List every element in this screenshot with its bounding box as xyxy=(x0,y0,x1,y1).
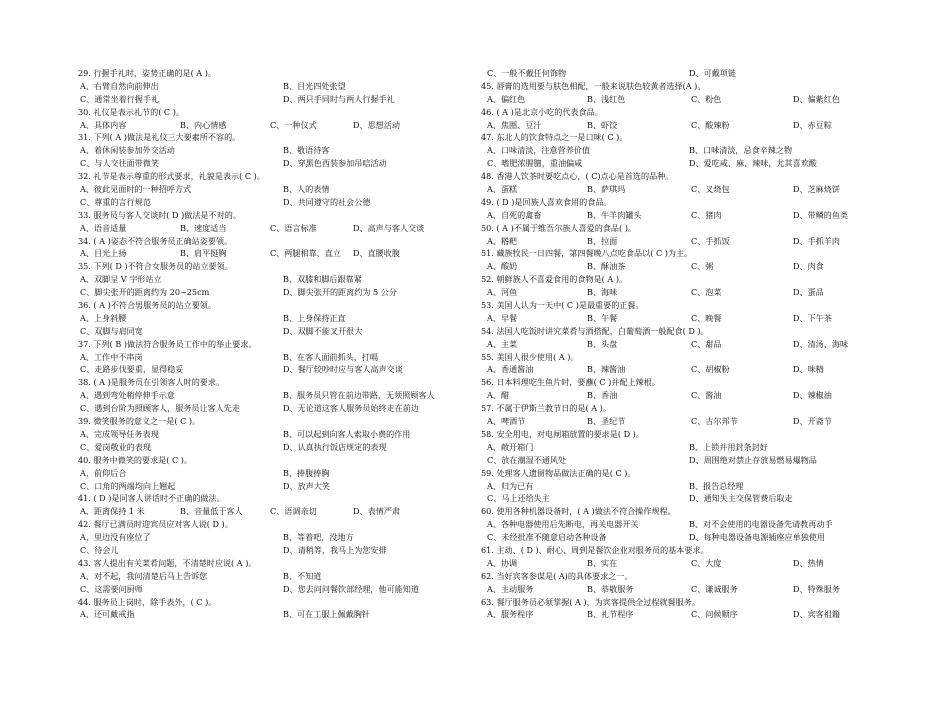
answer-option: B、头盘 xyxy=(587,338,618,349)
answer-option: A、归为已有 xyxy=(487,480,534,491)
answer-option: B、酥油茶 xyxy=(587,261,626,272)
option-row xyxy=(78,389,463,402)
answer-option: A、前仰后合 xyxy=(80,467,127,478)
answer-option: C、脚尖张开的距离约为 20~25cm xyxy=(80,287,210,298)
answer-option: A、河鱼 xyxy=(487,287,518,298)
answer-option: C、走路步伐要重，显得稳妥 xyxy=(80,364,184,375)
option-row xyxy=(481,209,881,222)
question-text: 48. 香港人饮茶时要吃点心，( C)点心是首选的品种。 xyxy=(481,171,674,182)
option-row xyxy=(481,389,881,402)
question-text: 39. 微笑服务的意义之一是( C )。 xyxy=(78,416,201,427)
answer-option: A、距离保持 1 米 xyxy=(80,506,145,517)
answer-option: D、高声与客人交谈 xyxy=(353,222,425,233)
answer-option: A、酸奶 xyxy=(487,261,518,272)
option-row xyxy=(78,144,463,157)
answer-option: C、尊重的言行规范 xyxy=(80,196,151,207)
answer-option: A、具体内容 xyxy=(80,119,127,130)
option-row xyxy=(78,312,463,325)
answer-option: A、着休闲装参加外交活动 xyxy=(80,145,175,156)
question-text: 61. 主动、( D )、耐心、周到是餐饮企业对服务员的基本要求。 xyxy=(481,544,709,555)
option-row xyxy=(481,260,881,273)
answer-option: D、辣椒油 xyxy=(793,390,832,401)
answer-option: D、直腰收腹 xyxy=(353,248,400,259)
option-row xyxy=(78,441,463,454)
answer-option: D、放声大笑 xyxy=(283,480,330,491)
option-row xyxy=(78,570,463,583)
answer-option: D、餐厅较吵时应与客人高声交谈 xyxy=(283,364,403,375)
option-row xyxy=(78,183,463,196)
answer-option: B、虾饺 xyxy=(587,119,618,130)
question-text: 54. 法国人吃饭时讲究菜肴与酒搭配，白葡萄酒一般配食( D )。 xyxy=(481,325,709,336)
right-question-column xyxy=(481,67,881,621)
answer-option: D、表情严肃 xyxy=(353,506,400,517)
answer-option: B、恭敬服务 xyxy=(587,583,634,594)
answer-option: D、蛋品 xyxy=(793,287,824,298)
option-row xyxy=(78,273,463,286)
answer-option: B、海味 xyxy=(587,287,618,298)
answer-option: B、萨琪玛 xyxy=(587,184,626,195)
answer-option: A、双脚呈 V 字形站立 xyxy=(80,274,162,285)
answer-option: C、晚餐 xyxy=(691,312,722,323)
question-text: 34. ( A )姿态不符合服务员正确站姿要领。 xyxy=(78,235,233,246)
option-row xyxy=(481,119,881,132)
option-row xyxy=(481,608,881,621)
answer-option: B、礼节程序 xyxy=(587,609,634,620)
answer-option: B、浅红色 xyxy=(587,93,626,104)
answer-option: C、通常坐着行握手礼 xyxy=(80,93,160,104)
option-row xyxy=(78,247,463,260)
answer-option: B、等着吧，没地方 xyxy=(283,532,354,543)
option-row xyxy=(481,183,881,196)
option-row xyxy=(481,531,881,544)
answer-option: D、双脚不能叉开很大 xyxy=(283,325,363,336)
option-row xyxy=(78,480,463,493)
answer-option: A、偏红色 xyxy=(487,93,526,104)
answer-option: A、香通酱油 xyxy=(487,364,534,375)
answer-option: A、彼此见面时的一种招呼方式 xyxy=(80,184,192,195)
answer-option: D、赤豆粽 xyxy=(793,119,832,130)
question-text: 43. 客人提出有关菜肴问题，不清楚时应说( A )。 xyxy=(78,557,257,568)
answer-option: C、爱岗敬业的表现 xyxy=(80,441,151,452)
answer-option: C、问候顺序 xyxy=(691,609,738,620)
answer-option: A、语音适量 xyxy=(80,222,127,233)
answer-option: B、可在工服上佩戴胸针 xyxy=(283,609,370,620)
answer-option: A、蛋糕 xyxy=(487,184,518,195)
question-text: 52. 朝鲜族人不喜爱食用的食物是( A )。 xyxy=(481,274,628,285)
answer-option: D、周围绝对禁止存放易燃易爆物品 xyxy=(689,454,817,465)
answer-option: B、人的表情 xyxy=(283,184,330,195)
option-row xyxy=(78,583,463,596)
answer-option: C、手抓饭 xyxy=(691,235,730,246)
answer-option: D、肉食 xyxy=(793,261,824,272)
question-text: 59. 处理客人遗留物品做法正确的是( C )。 xyxy=(481,467,636,478)
answer-option: B、可以起到向客人索取小费的作用 xyxy=(283,428,411,439)
answer-option: A、自死的禽畜 xyxy=(487,209,542,220)
answer-option: D、偏紫红色 xyxy=(793,93,840,104)
answer-option: A、右臂自然向前伸出 xyxy=(80,80,159,91)
answer-option: A、糌粑 xyxy=(487,235,518,246)
answer-option: C、语言标准 xyxy=(270,222,317,233)
option-row xyxy=(78,351,463,364)
option-row xyxy=(78,80,463,93)
option-row xyxy=(78,286,463,299)
question-text: 47. 东北人的饮食特点之一是口味( C )。 xyxy=(481,132,628,143)
question-text: 40. 服务中微笑的要求是( C )。 xyxy=(78,454,193,465)
option-row xyxy=(481,338,881,351)
question-text: 33. 服务员与客人交谈时( D )做法是不对的。 xyxy=(78,209,241,220)
option-row xyxy=(481,67,881,80)
answer-option: C、这需要问厨师 xyxy=(80,583,143,594)
answer-option: A、主动服务 xyxy=(487,583,534,594)
option-row xyxy=(78,325,463,338)
option-row xyxy=(78,222,463,235)
option-row xyxy=(78,608,463,621)
answer-option: D、您去问问餐饮部经理，他可能知道 xyxy=(283,583,419,594)
answer-option: A、敞开箱门 xyxy=(487,441,534,452)
question-text: 58. 安全用电，对电闸箱放置的要求是( D )。 xyxy=(481,428,644,439)
question-text: 38. ( A )是服务员在引领客人时的要求。 xyxy=(78,377,225,388)
question-text: 63. 餐厅服务员必须掌握( A )，为宾客提供全过程就餐服务。 xyxy=(481,596,700,607)
question-text: 55. 美国人很少使用( A )。 xyxy=(481,351,579,362)
option-row xyxy=(481,480,881,493)
answer-option: B、捧腹捧胸 xyxy=(283,467,330,478)
answer-option: D、无论道这客人服务员始终走在前边 xyxy=(283,403,419,414)
question-text: 41. ( D )是同客人讲话时不正确的做法。 xyxy=(78,493,225,504)
answer-option: C、语调亲切 xyxy=(270,506,317,517)
option-row xyxy=(481,144,881,157)
answer-option: A、遇到弯处稍停伸手示意 xyxy=(80,390,175,401)
answer-option: D、开斋节 xyxy=(793,416,832,427)
question-text: 44. 服务员上岗时，除手表外，( C )。 xyxy=(78,596,217,607)
question-text: 32. 礼节是表示尊重的形式要求，礼貌是表示( C )。 xyxy=(78,171,265,182)
option-row xyxy=(481,363,881,376)
answer-option: C、粉色 xyxy=(691,93,722,104)
answer-option: B、实在 xyxy=(587,557,618,568)
option-row xyxy=(481,557,881,570)
question-text: 57. 不属于伊斯兰教节日的是( A )。 xyxy=(481,403,611,414)
question-text: 50. ( A )不属于维吾尔族人喜爱的食品( )。 xyxy=(481,222,636,233)
answer-option: D、每种电器设备电源插座应单独使用 xyxy=(689,532,825,543)
question-text: 37. 下列( B )做法符合服务员工作中的举止要求。 xyxy=(78,338,257,349)
question-text: 46. ( A )是北京小吃的代表食品。 xyxy=(481,106,603,117)
answer-option: B、牛羊肉罐头 xyxy=(587,209,642,220)
answer-option: B、对不会使用的电器设备先请教再动手 xyxy=(689,519,833,530)
answer-option: A、对不起，我问清楚后马上告诉您 xyxy=(80,570,208,581)
answer-option: D、脚尖张开的距离约为 5 公分 xyxy=(283,287,397,298)
option-row xyxy=(78,363,463,376)
answer-option: C、粥 xyxy=(691,261,714,272)
answer-option: D、下午茶 xyxy=(793,312,832,323)
answer-option: B、音量低于客人 xyxy=(180,506,243,517)
option-row xyxy=(481,441,881,454)
answer-option: A、服务程序 xyxy=(487,609,534,620)
question-text: 45. 唇膏的选用要与肤色相配，一般来说肤色较黄者选择(A )。 xyxy=(481,80,706,91)
answer-option: C、未经批准不随意启动各种设备 xyxy=(487,532,607,543)
answer-option: D、味精 xyxy=(793,364,824,375)
answer-option: C、甜品 xyxy=(691,338,722,349)
answer-option: C、谦诚服务 xyxy=(691,583,738,594)
option-row xyxy=(481,518,881,531)
answer-option: C、一般不戴任何饰物 xyxy=(487,68,567,78)
answer-option: B、上锁并用封条封好 xyxy=(689,441,768,452)
answer-option: D、特殊服务 xyxy=(793,583,840,594)
option-row xyxy=(78,505,463,518)
answer-option: D、宾客祖籍 xyxy=(793,609,840,620)
answer-option: C、酸辣粉 xyxy=(691,119,730,130)
answer-option: C、古尔邦节 xyxy=(691,416,738,427)
answer-option: A、还可戴戒指 xyxy=(80,609,135,620)
option-row xyxy=(78,467,463,480)
option-row xyxy=(481,583,881,596)
answer-option: B、香油 xyxy=(587,390,618,401)
answer-option: A、里边没有座位了 xyxy=(80,532,151,543)
answer-option: D、带鳞的鱼类 xyxy=(793,209,849,220)
answer-option: C、大度 xyxy=(691,557,722,568)
answer-option: B、上身保持正直 xyxy=(283,312,346,323)
answer-option: B、拉面 xyxy=(587,235,618,246)
answer-option: A、醋 xyxy=(487,390,510,401)
option-row xyxy=(78,119,463,132)
answer-option: B、不知道 xyxy=(283,570,322,581)
answer-option: B、报告总经理 xyxy=(689,480,744,491)
answer-option: D、共同遵守的社会公德 xyxy=(283,196,371,207)
option-row xyxy=(78,196,463,209)
answer-option: A、各种电器使用后先断电，再关电器开关 xyxy=(487,519,639,530)
answer-option: B、目光四处张望 xyxy=(283,80,346,91)
answer-option: D、通知失主交保管费后取走 xyxy=(689,493,793,504)
answer-option: D、爱吃咸、麻、辣味，尤其喜欢酸 xyxy=(689,158,817,169)
option-row xyxy=(481,415,881,428)
answer-option: C、酱油 xyxy=(691,390,722,401)
option-row xyxy=(78,531,463,544)
answer-option: A、协调 xyxy=(487,557,518,568)
option-row xyxy=(481,235,881,248)
question-text: 53. 美国人认为一天中( C )是最重要的正餐。 xyxy=(481,300,644,311)
option-row xyxy=(78,157,463,170)
answer-option: D、可戴项链 xyxy=(689,68,736,78)
answer-option: B、肩平挺胸 xyxy=(180,248,227,259)
left-question-column xyxy=(78,67,463,621)
option-row xyxy=(481,157,881,170)
answer-option: B、辣酱油 xyxy=(587,364,626,375)
question-text: 31. 下列( A )做法是礼仪三大要素所不容的。 xyxy=(78,132,241,143)
option-row xyxy=(481,492,881,505)
option-row xyxy=(78,428,463,441)
option-row xyxy=(78,93,463,106)
answer-option: C、与人交往面带微笑 xyxy=(80,158,160,169)
answer-option: B、午餐 xyxy=(587,312,618,323)
answer-option: D、穿黑色西装参加吊唁活动 xyxy=(283,158,387,169)
option-row xyxy=(78,544,463,557)
answer-option: A、早餐 xyxy=(487,312,518,323)
question-text: 56. 日本料理吃生鱼片时，要蘸( C )并配上辣根。 xyxy=(481,377,660,388)
answer-option: B、服务员只管在前边带路，无须照顾客人 xyxy=(283,390,435,401)
option-row xyxy=(481,93,881,106)
question-text: 60. 使用各种机器设备时，( A )做法不符合操作规程。 xyxy=(481,506,676,517)
answer-option: D、芝麻烧饼 xyxy=(793,184,840,195)
answer-option: A、主菜 xyxy=(487,338,518,349)
answer-option: B、敬语待客 xyxy=(283,145,330,156)
answer-option: A、目光上扬 xyxy=(80,248,127,259)
option-row xyxy=(78,402,463,415)
answer-option: D、两只手同时与两人行握手礼 xyxy=(283,93,395,104)
answer-option: D、请稍等，我马上为您安排 xyxy=(283,544,387,555)
answer-option: C、口角的两端均向上翘起 xyxy=(80,480,176,491)
answer-option: D、认真执行饭店规定的表现 xyxy=(283,441,387,452)
answer-option: B、圣纪节 xyxy=(587,416,626,427)
answer-option: A、口味清淡，注意营养价值 xyxy=(487,145,590,156)
answer-option: C、两腿相靠，直立 xyxy=(270,248,341,259)
answer-option: C、一种仪式 xyxy=(270,119,317,130)
answer-option: C、双脚与肩同宽 xyxy=(80,325,143,336)
answer-option: C、猪肉 xyxy=(691,209,722,220)
question-text: 35. 下列( D )不符合女服务员的站立要领。 xyxy=(78,261,233,272)
answer-option: D、手抓羊肉 xyxy=(793,235,840,246)
answer-option: C、遇到台阶为照顾客人，服务员让客人先走 xyxy=(80,403,240,414)
answer-option: C、胡椒粉 xyxy=(691,364,730,375)
answer-option: B、双膝和脚后跟靠紧 xyxy=(283,274,362,285)
answer-option: C、马上还给失主 xyxy=(487,493,550,504)
answer-option: A、上身斜腰 xyxy=(80,312,127,323)
question-text: 49. ( D )是回族人喜欢食用的食品。 xyxy=(481,196,612,207)
answer-option: C、嗜肥浓腥膻，重油偏咸 xyxy=(487,158,583,169)
answer-option: A、焦圈、豆汁 xyxy=(487,119,542,130)
question-text: 29. 行握手礼时，姿势正确的是( A )。 xyxy=(78,68,216,78)
answer-option: C、叉烧包 xyxy=(691,184,730,195)
answer-option: A、完成领导任务表现 xyxy=(80,428,159,439)
answer-option: D、清汤、海味 xyxy=(793,338,849,349)
question-text: 42. 餐厅已满员时迎宾员应对客人说( D )。 xyxy=(78,519,233,530)
answer-option: C、放在潮湿不通风处 xyxy=(487,454,567,465)
question-text: 51. 藏族牧民一日四餐，第四餐晚八点吃食品以( C )为主。 xyxy=(481,248,693,259)
answer-option: A、啤酒节 xyxy=(487,416,526,427)
answer-option: B、口味清淡，忌食辛辣之物 xyxy=(689,145,793,156)
question-text: 62. 当好宾客参谋是( A)的具体要求之一。 xyxy=(481,570,633,581)
answer-option: D、热情 xyxy=(793,557,824,568)
question-text: 36. ( A )不符合男服务员的站立要领。 xyxy=(78,300,216,311)
answer-option: B、内心情感 xyxy=(180,119,227,130)
answer-option: B、在客人面前抓头，打嗝 xyxy=(283,351,378,362)
question-text: 30. 礼仪是表示礼节的( C )。 xyxy=(78,106,184,117)
option-row xyxy=(481,286,881,299)
option-row xyxy=(481,454,881,467)
answer-option: B、速度适当 xyxy=(180,222,227,233)
answer-option: C、泡菜 xyxy=(691,287,722,298)
answer-option: C、待会儿 xyxy=(80,544,119,555)
option-row xyxy=(481,312,881,325)
answer-option: A、工作中不串岗 xyxy=(80,351,143,362)
answer-option: D、思想活动 xyxy=(353,119,400,130)
